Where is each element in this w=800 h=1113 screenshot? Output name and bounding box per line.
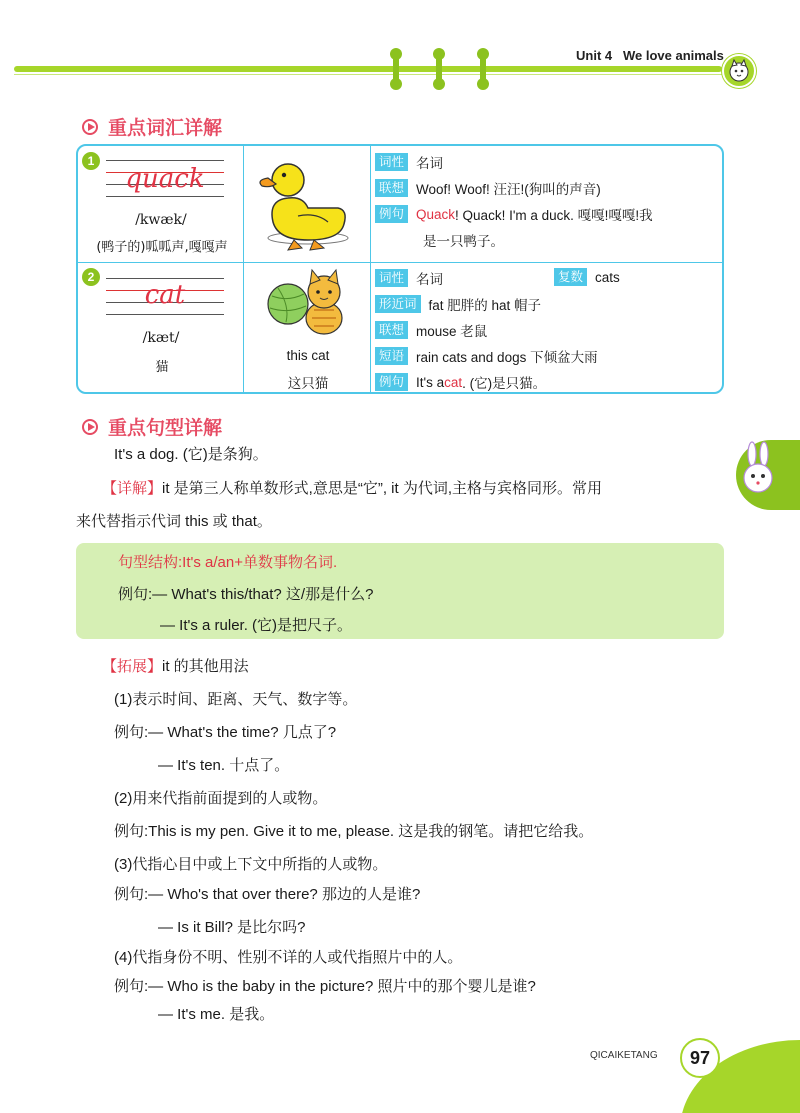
expand-line: (1)表示时间、距离、天气、数字等。 xyxy=(114,691,358,708)
play-icon xyxy=(82,419,98,435)
picture-caption-zh: 这只猫 xyxy=(287,376,329,392)
vocab-entry: 词性 名词 xyxy=(375,152,443,172)
expand-line: — Is it Bill? 是比尔吗? xyxy=(158,919,306,936)
vocab-number: 1 xyxy=(82,152,100,170)
cat-illustration xyxy=(248,266,368,342)
play-icon xyxy=(82,119,98,135)
header-rule xyxy=(14,66,722,72)
key-sentence: It's a dog. (它)是条狗。 xyxy=(114,446,268,463)
vocab-word: quack xyxy=(125,164,205,194)
expand-line: — It's me. 是我。 xyxy=(158,1006,275,1023)
header-rule-thin xyxy=(14,74,722,75)
vocab-word: cat xyxy=(144,280,186,310)
binder-peg xyxy=(480,54,486,84)
unit-title: Unit 4 We love animals xyxy=(576,48,724,63)
section-title-sentence: 重点句型详解 xyxy=(82,413,222,440)
structure-example: 例句:— What's this/that? 这/那是什么? xyxy=(118,586,374,603)
expand-line: 例句:This is my pen. Give it to me, please. 这是我的钢笔。请把它给我。 xyxy=(114,823,594,840)
rabbit-icon xyxy=(736,440,800,510)
vocab-table xyxy=(76,144,724,394)
side-tab xyxy=(736,440,800,510)
cat-face-icon xyxy=(722,54,756,88)
vocab-meaning: (鸭子的)呱呱声,嘎嘎声 xyxy=(96,240,228,255)
vocab-entry: 形近词 fat 肥胖的 hat 帽子 xyxy=(375,294,541,314)
explain-line: 来代替指示代词 this 或 that。 xyxy=(76,513,272,530)
page-number: 97 xyxy=(680,1038,720,1078)
vocab-phonetic: /kwæk/ xyxy=(135,212,187,228)
vocab-entry: 词性 名词 xyxy=(375,268,443,288)
expand-line: 例句:— What's the time? 几点了? xyxy=(114,724,337,741)
vocab-entry: 复数 cats xyxy=(554,268,620,286)
publisher-name: QICAIKETANG xyxy=(590,1050,658,1061)
vocab-entry: 短语 rain cats and dogs 下倾盆大雨 xyxy=(375,346,598,366)
structure-title: 句型结构:It's a/an+单数事物名词. xyxy=(118,554,338,571)
expand-line: 例句:— Who's that over there? 那边的人是谁? xyxy=(114,886,421,903)
expand-title: 【拓展】it 的其他用法 xyxy=(102,657,249,675)
vocab-entry: 联想 mouse 老鼠 xyxy=(375,320,487,340)
explain-line: 【详解】it 是第三人称单数形式,意思是“它”, it 为代词,主格与宾格同形。常用 xyxy=(102,479,603,497)
duck-illustration xyxy=(248,150,368,260)
vocab-number: 2 xyxy=(82,268,100,286)
vocab-phonetic: /kæt/ xyxy=(142,330,180,346)
vocab-entry: 例句 It's a cat . (它)是只猫。 xyxy=(375,372,546,392)
binder-peg xyxy=(436,54,442,84)
binder-peg xyxy=(393,54,399,84)
expand-line: (4)代指身份不明、性别不详的人或代指照片中的人。 xyxy=(114,949,463,966)
vocab-entry: 例句 Quack ! Quack! I'm a duck. 嘎嘎!嘎嘎!我 xyxy=(375,204,653,224)
section-title-vocab: 重点词汇详解 xyxy=(82,113,222,140)
vocab-entry: 联想 Woof! Woof! 汪汪!(狗叫的声音) xyxy=(375,178,601,198)
vocab-entry-cont: 是一只鸭子。 xyxy=(423,234,504,250)
expand-line: (3)代指心目中或上下文中所指的人或物。 xyxy=(114,856,388,873)
expand-line: — It's ten. 十点了。 xyxy=(158,757,290,774)
expand-line: (2)用来代指前面提到的人或物。 xyxy=(114,790,328,807)
expand-line: 例句:— Who is the baby in the picture? 照片中的那个婴儿是谁? xyxy=(114,978,536,995)
picture-caption-en: this cat xyxy=(286,348,330,363)
vocab-meaning: 猫 xyxy=(155,360,169,375)
structure-example: — It's a ruler. (它)是把尺子。 xyxy=(160,617,353,634)
